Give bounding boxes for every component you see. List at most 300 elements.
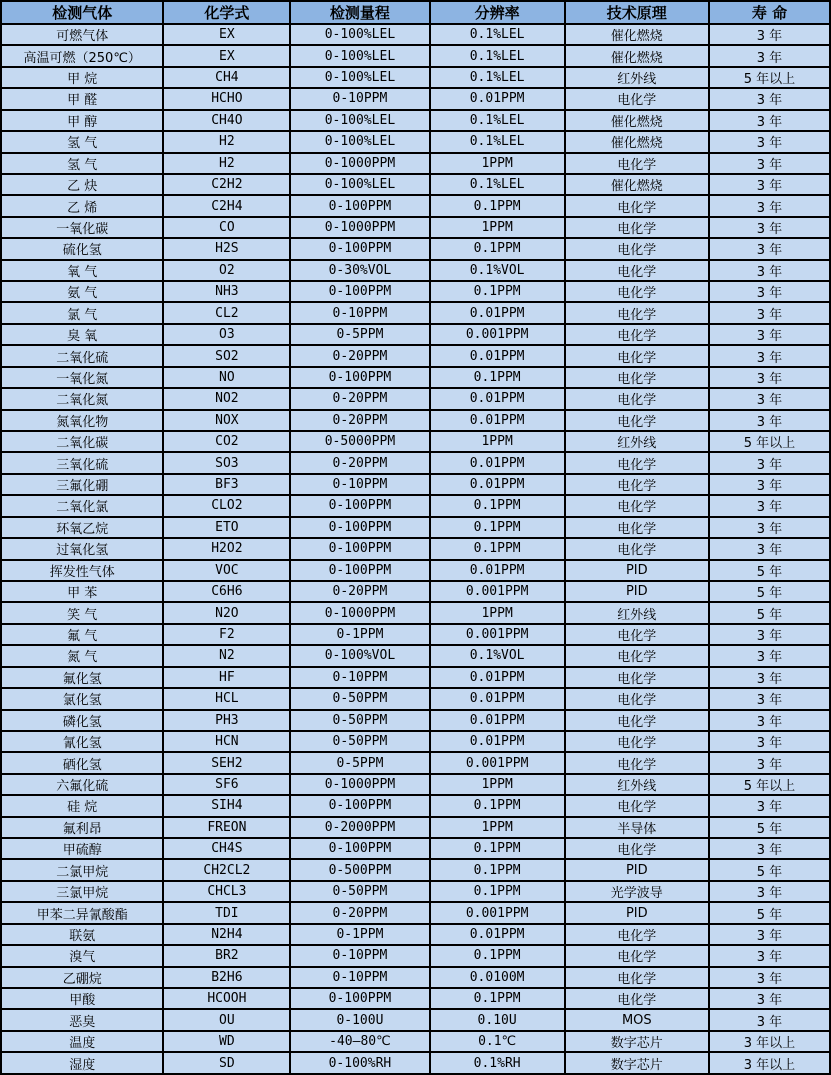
- table-row: [1, 602, 830, 623]
- resolution-cell: 0.001PPM: [430, 902, 565, 923]
- table-row: [1, 645, 830, 666]
- table-row: [1, 452, 830, 473]
- principle-cell: 电化学: [565, 517, 709, 538]
- gas-name-cell: 二氯甲烷: [1, 859, 163, 880]
- gas-name-cell: 氟利昂: [1, 817, 163, 838]
- principle-cell: 电化学: [565, 345, 709, 366]
- gas-name-cell: 三氟化硼: [1, 474, 163, 495]
- formula-cell: CO2: [163, 431, 290, 452]
- principle-cell: 电化学: [565, 388, 709, 409]
- gas-name-cell: 乙 炔: [1, 174, 163, 195]
- table-row: [1, 153, 830, 174]
- resolution-cell: 0.01PPM: [430, 474, 565, 495]
- lifespan-cell: 3 年: [709, 838, 830, 859]
- table-row: [1, 238, 830, 259]
- range-cell: 0-20PPM: [290, 452, 429, 473]
- lifespan-cell: 3 年: [709, 24, 830, 45]
- range-cell: 0-20PPM: [290, 410, 429, 431]
- resolution-cell: 0.1%RH: [430, 1052, 565, 1074]
- principle-cell: 电化学: [565, 324, 709, 345]
- column-header-4: 技术原理: [565, 1, 709, 24]
- lifespan-cell: 3 年: [709, 538, 830, 559]
- gas-name-cell: 氟 气: [1, 624, 163, 645]
- principle-cell: PID: [565, 902, 709, 923]
- formula-cell: CH4S: [163, 838, 290, 859]
- table-row: [1, 817, 830, 838]
- resolution-cell: 1PPM: [430, 153, 565, 174]
- formula-cell: FREON: [163, 817, 290, 838]
- formula-cell: SO3: [163, 452, 290, 473]
- gas-name-cell: 二氧化硫: [1, 345, 163, 366]
- range-cell: 0-20PPM: [290, 581, 429, 602]
- lifespan-cell: 3 年: [709, 410, 830, 431]
- formula-cell: N2O: [163, 602, 290, 623]
- gas-name-cell: 甲硫醇: [1, 838, 163, 859]
- gas-name-cell: 硅 烷: [1, 795, 163, 816]
- range-cell: 0-1PPM: [290, 924, 429, 945]
- column-header-5: 寿 命: [709, 1, 830, 24]
- resolution-cell: 0.1PPM: [430, 988, 565, 1009]
- range-cell: 0-5000PPM: [290, 431, 429, 452]
- principle-cell: 催化燃烧: [565, 110, 709, 131]
- gas-name-cell: 臭 氧: [1, 324, 163, 345]
- table-row: [1, 538, 830, 559]
- table-row: [1, 902, 830, 923]
- formula-cell: EX: [163, 45, 290, 66]
- table-row: [1, 881, 830, 902]
- principle-cell: 电化学: [565, 217, 709, 238]
- gas-name-cell: 氮 气: [1, 645, 163, 666]
- principle-cell: PID: [565, 581, 709, 602]
- table-row: [1, 731, 830, 752]
- gas-name-cell: 笑 气: [1, 602, 163, 623]
- range-cell: 0-1000PPM: [290, 602, 429, 623]
- resolution-cell: 0.001PPM: [430, 624, 565, 645]
- range-cell: 0-50PPM: [290, 731, 429, 752]
- range-cell: 0-500PPM: [290, 859, 429, 880]
- resolution-cell: 1PPM: [430, 431, 565, 452]
- principle-cell: 电化学: [565, 838, 709, 859]
- table-row: [1, 324, 830, 345]
- lifespan-cell: 3 年: [709, 667, 830, 688]
- lifespan-cell: 3 年: [709, 731, 830, 752]
- lifespan-cell: 3 年: [709, 388, 830, 409]
- gas-name-cell: 联氨: [1, 924, 163, 945]
- gas-name-cell: 挥发性气体: [1, 560, 163, 581]
- resolution-cell: 0.1PPM: [430, 945, 565, 966]
- principle-cell: 电化学: [565, 667, 709, 688]
- gas-name-cell: 氯化氢: [1, 688, 163, 709]
- principle-cell: 电化学: [565, 688, 709, 709]
- table-row: [1, 1031, 830, 1052]
- resolution-cell: 0.001PPM: [430, 324, 565, 345]
- lifespan-cell: 3 年: [709, 1009, 830, 1030]
- lifespan-cell: 3 年: [709, 367, 830, 388]
- resolution-cell: 0.1PPM: [430, 881, 565, 902]
- table-row: [1, 67, 830, 88]
- resolution-cell: 0.01PPM: [430, 388, 565, 409]
- table-row: [1, 195, 830, 216]
- lifespan-cell: 3 年: [709, 195, 830, 216]
- formula-cell: SO2: [163, 345, 290, 366]
- table-row: [1, 988, 830, 1009]
- principle-cell: 电化学: [565, 474, 709, 495]
- resolution-cell: 0.001PPM: [430, 581, 565, 602]
- gas-name-cell: 三氧化硫: [1, 452, 163, 473]
- gas-name-cell: 甲苯二异氰酸酯: [1, 902, 163, 923]
- gas-name-cell: 甲 苯: [1, 581, 163, 602]
- formula-cell: N2: [163, 645, 290, 666]
- gas-name-cell: 氧 气: [1, 260, 163, 281]
- formula-cell: H2: [163, 153, 290, 174]
- range-cell: 0-1000PPM: [290, 153, 429, 174]
- lifespan-cell: 3 年: [709, 624, 830, 645]
- table-row: [1, 774, 830, 795]
- gas-name-cell: 氢 气: [1, 131, 163, 152]
- resolution-cell: 0.01PPM: [430, 688, 565, 709]
- table-row: [1, 217, 830, 238]
- gas-name-cell: 氢 气: [1, 153, 163, 174]
- lifespan-cell: 3 年: [709, 302, 830, 323]
- resolution-cell: 0.1PPM: [430, 517, 565, 538]
- principle-cell: 电化学: [565, 988, 709, 1009]
- resolution-cell: 1PPM: [430, 817, 565, 838]
- lifespan-cell: 3 年: [709, 967, 830, 988]
- principle-cell: 催化燃烧: [565, 131, 709, 152]
- table-row: [1, 752, 830, 773]
- range-cell: 0-100PPM: [290, 517, 429, 538]
- gas-name-cell: 氮氧化物: [1, 410, 163, 431]
- resolution-cell: 0.1PPM: [430, 838, 565, 859]
- principle-cell: 光学波导: [565, 881, 709, 902]
- range-cell: 0-100U: [290, 1009, 429, 1030]
- principle-cell: 催化燃烧: [565, 174, 709, 195]
- principle-cell: 电化学: [565, 710, 709, 731]
- formula-cell: HCOOH: [163, 988, 290, 1009]
- formula-cell: EX: [163, 24, 290, 45]
- range-cell: 0-20PPM: [290, 902, 429, 923]
- principle-cell: 电化学: [565, 731, 709, 752]
- principle-cell: 电化学: [565, 281, 709, 302]
- principle-cell: 红外线: [565, 67, 709, 88]
- formula-cell: CO: [163, 217, 290, 238]
- range-cell: 0-100PPM: [290, 281, 429, 302]
- table-row: [1, 495, 830, 516]
- lifespan-cell: 5 年: [709, 581, 830, 602]
- resolution-cell: 0.01PPM: [430, 924, 565, 945]
- table-row: [1, 88, 830, 109]
- range-cell: 0-10PPM: [290, 88, 429, 109]
- gas-name-cell: 二氧化氮: [1, 388, 163, 409]
- formula-cell: HCHO: [163, 88, 290, 109]
- gas-name-cell: 过氧化氢: [1, 538, 163, 559]
- resolution-cell: 0.1%LEL: [430, 110, 565, 131]
- range-cell: 0-50PPM: [290, 881, 429, 902]
- range-cell: 0-1000PPM: [290, 217, 429, 238]
- range-cell: 0-1PPM: [290, 624, 429, 645]
- resolution-cell: 0.01PPM: [430, 345, 565, 366]
- formula-cell: TDI: [163, 902, 290, 923]
- gas-name-cell: 温度: [1, 1031, 163, 1052]
- lifespan-cell: 3 年: [709, 688, 830, 709]
- gas-name-cell: 溴气: [1, 945, 163, 966]
- lifespan-cell: 3 年: [709, 495, 830, 516]
- range-cell: 0-100PPM: [290, 195, 429, 216]
- gas-name-cell: 硒化氢: [1, 752, 163, 773]
- range-cell: 0-5PPM: [290, 324, 429, 345]
- resolution-cell: 0.001PPM: [430, 752, 565, 773]
- lifespan-cell: 3 年: [709, 881, 830, 902]
- formula-cell: C2H4: [163, 195, 290, 216]
- lifespan-cell: 3 年: [709, 752, 830, 773]
- resolution-cell: 0.1%LEL: [430, 131, 565, 152]
- lifespan-cell: 3 年: [709, 110, 830, 131]
- resolution-cell: 0.01PPM: [430, 302, 565, 323]
- range-cell: 0-10PPM: [290, 302, 429, 323]
- principle-cell: 电化学: [565, 945, 709, 966]
- table-row: [1, 624, 830, 645]
- range-cell: 0-10PPM: [290, 945, 429, 966]
- gas-name-cell: 一氧化氮: [1, 367, 163, 388]
- gas-name-cell: 甲酸: [1, 988, 163, 1009]
- resolution-cell: 0.1PPM: [430, 795, 565, 816]
- lifespan-cell: 3 年: [709, 795, 830, 816]
- formula-cell: C2H2: [163, 174, 290, 195]
- range-cell: 0-100PPM: [290, 838, 429, 859]
- column-header-3: 分辨率: [430, 1, 565, 24]
- principle-cell: 红外线: [565, 431, 709, 452]
- gas-name-cell: 环氧乙烷: [1, 517, 163, 538]
- gas-name-cell: 可燃气体: [1, 24, 163, 45]
- table-row: [1, 924, 830, 945]
- lifespan-cell: 5 年: [709, 817, 830, 838]
- range-cell: 0-20PPM: [290, 388, 429, 409]
- gas-name-cell: 湿度: [1, 1052, 163, 1074]
- lifespan-cell: 3 年: [709, 324, 830, 345]
- resolution-cell: 0.1PPM: [430, 538, 565, 559]
- range-cell: 0-100%LEL: [290, 45, 429, 66]
- formula-cell: OU: [163, 1009, 290, 1030]
- gas-name-cell: 甲 烷: [1, 67, 163, 88]
- resolution-cell: 0.1PPM: [430, 367, 565, 388]
- gas-name-cell: 二氧化碳: [1, 431, 163, 452]
- range-cell: 0-100PPM: [290, 988, 429, 1009]
- resolution-cell: 0.1%LEL: [430, 67, 565, 88]
- formula-cell: BF3: [163, 474, 290, 495]
- formula-cell: CL2: [163, 302, 290, 323]
- table-row: [1, 410, 830, 431]
- formula-cell: CH4O: [163, 110, 290, 131]
- range-cell: 0-100%RH: [290, 1052, 429, 1074]
- table-row: [1, 795, 830, 816]
- range-cell: 0-100PPM: [290, 238, 429, 259]
- range-cell: 0-100PPM: [290, 538, 429, 559]
- principle-cell: 电化学: [565, 88, 709, 109]
- lifespan-cell: 3 年以上: [709, 1052, 830, 1074]
- lifespan-cell: 3 年: [709, 988, 830, 1009]
- resolution-cell: 1PPM: [430, 602, 565, 623]
- formula-cell: ETO: [163, 517, 290, 538]
- lifespan-cell: 3 年: [709, 474, 830, 495]
- range-cell: 0-100%LEL: [290, 24, 429, 45]
- formula-cell: CH4: [163, 67, 290, 88]
- lifespan-cell: 3 年: [709, 517, 830, 538]
- principle-cell: PID: [565, 560, 709, 581]
- range-cell: 0-100PPM: [290, 367, 429, 388]
- principle-cell: 电化学: [565, 624, 709, 645]
- formula-cell: NO2: [163, 388, 290, 409]
- principle-cell: 电化学: [565, 495, 709, 516]
- lifespan-cell: 3 年: [709, 281, 830, 302]
- table-row: [1, 174, 830, 195]
- table-row: [1, 1009, 830, 1030]
- lifespan-cell: 5 年: [709, 602, 830, 623]
- formula-cell: H2S: [163, 238, 290, 259]
- gas-name-cell: 磷化氢: [1, 710, 163, 731]
- table-row: [1, 560, 830, 581]
- range-cell: 0-100PPM: [290, 495, 429, 516]
- table-row: [1, 859, 830, 880]
- table-row: [1, 474, 830, 495]
- formula-cell: H2: [163, 131, 290, 152]
- resolution-cell: 0.1%VOL: [430, 645, 565, 666]
- principle-cell: 电化学: [565, 195, 709, 216]
- principle-cell: 电化学: [565, 260, 709, 281]
- formula-cell: N2H4: [163, 924, 290, 945]
- table-row: [1, 667, 830, 688]
- formula-cell: CH2CL2: [163, 859, 290, 880]
- range-cell: 0-100PPM: [290, 795, 429, 816]
- formula-cell: WD: [163, 1031, 290, 1052]
- formula-cell: NO: [163, 367, 290, 388]
- gas-name-cell: 氰化氢: [1, 731, 163, 752]
- range-cell: 0-100%LEL: [290, 67, 429, 88]
- resolution-cell: 0.1PPM: [430, 195, 565, 216]
- column-header-0: 检测气体: [1, 1, 163, 24]
- gas-name-cell: 二氧化氯: [1, 495, 163, 516]
- principle-cell: 催化燃烧: [565, 45, 709, 66]
- gas-name-cell: 氯 气: [1, 302, 163, 323]
- resolution-cell: 0.10U: [430, 1009, 565, 1030]
- resolution-cell: 0.1PPM: [430, 281, 565, 302]
- range-cell: 0-50PPM: [290, 710, 429, 731]
- range-cell: 0-100PPM: [290, 560, 429, 581]
- principle-cell: MOS: [565, 1009, 709, 1030]
- lifespan-cell: 3 年以上: [709, 1031, 830, 1052]
- header-row: [1, 1, 830, 24]
- formula-cell: BR2: [163, 945, 290, 966]
- table-row: [1, 688, 830, 709]
- gas-name-cell: 甲 醇: [1, 110, 163, 131]
- principle-cell: 电化学: [565, 795, 709, 816]
- gas-name-cell: 甲 醛: [1, 88, 163, 109]
- lifespan-cell: 5 年以上: [709, 774, 830, 795]
- lifespan-cell: 3 年: [709, 260, 830, 281]
- table-row: [1, 838, 830, 859]
- range-cell: 0-20PPM: [290, 345, 429, 366]
- formula-cell: H2O2: [163, 538, 290, 559]
- formula-cell: SF6: [163, 774, 290, 795]
- range-cell: -40—80℃: [290, 1031, 429, 1052]
- table-body: [1, 24, 830, 1074]
- column-header-1: 化学式: [163, 1, 290, 24]
- table-row: [1, 110, 830, 131]
- resolution-cell: 0.1PPM: [430, 238, 565, 259]
- table-row: [1, 302, 830, 323]
- principle-cell: 催化燃烧: [565, 24, 709, 45]
- principle-cell: PID: [565, 859, 709, 880]
- principle-cell: 电化学: [565, 924, 709, 945]
- resolution-cell: 0.01PPM: [430, 452, 565, 473]
- range-cell: 0-100%LEL: [290, 131, 429, 152]
- table-row: [1, 45, 830, 66]
- formula-cell: HCL: [163, 688, 290, 709]
- principle-cell: 电化学: [565, 645, 709, 666]
- gas-name-cell: 乙 烯: [1, 195, 163, 216]
- principle-cell: 电化学: [565, 452, 709, 473]
- principle-cell: 电化学: [565, 752, 709, 773]
- lifespan-cell: 3 年: [709, 238, 830, 259]
- table-row: [1, 281, 830, 302]
- resolution-cell: 0.1%LEL: [430, 45, 565, 66]
- lifespan-cell: 3 年: [709, 217, 830, 238]
- resolution-cell: 1PPM: [430, 774, 565, 795]
- table-row: [1, 24, 830, 45]
- lifespan-cell: 3 年: [709, 131, 830, 152]
- lifespan-cell: 3 年: [709, 45, 830, 66]
- formula-cell: NH3: [163, 281, 290, 302]
- principle-cell: 电化学: [565, 153, 709, 174]
- resolution-cell: 0.1%LEL: [430, 24, 565, 45]
- resolution-cell: 0.1%VOL: [430, 260, 565, 281]
- formula-cell: O2: [163, 260, 290, 281]
- principle-cell: 电化学: [565, 238, 709, 259]
- range-cell: 0-100%VOL: [290, 645, 429, 666]
- lifespan-cell: 3 年: [709, 153, 830, 174]
- resolution-cell: 0.1PPM: [430, 495, 565, 516]
- formula-cell: B2H6: [163, 967, 290, 988]
- gas-name-cell: 恶臭: [1, 1009, 163, 1030]
- formula-cell: VOC: [163, 560, 290, 581]
- formula-cell: NOX: [163, 410, 290, 431]
- column-header-2: 检测量程: [290, 1, 429, 24]
- gas-name-cell: 硫化氢: [1, 238, 163, 259]
- resolution-cell: 0.01PPM: [430, 410, 565, 431]
- table-row: [1, 517, 830, 538]
- range-cell: 0-10PPM: [290, 967, 429, 988]
- range-cell: 0-2000PPM: [290, 817, 429, 838]
- principle-cell: 数字芯片: [565, 1031, 709, 1052]
- table-row: [1, 131, 830, 152]
- resolution-cell: 1PPM: [430, 217, 565, 238]
- resolution-cell: 0.01PPM: [430, 560, 565, 581]
- formula-cell: HCN: [163, 731, 290, 752]
- principle-cell: 半导体: [565, 817, 709, 838]
- lifespan-cell: 5 年: [709, 560, 830, 581]
- range-cell: 0-100%LEL: [290, 110, 429, 131]
- table-row: [1, 367, 830, 388]
- gas-name-cell: 三氯甲烷: [1, 881, 163, 902]
- range-cell: 0-10PPM: [290, 474, 429, 495]
- resolution-cell: 0.01PPM: [430, 731, 565, 752]
- lifespan-cell: 5 年以上: [709, 431, 830, 452]
- gas-name-cell: 一氧化碳: [1, 217, 163, 238]
- gas-name-cell: 氟化氢: [1, 667, 163, 688]
- gas-name-cell: 乙硼烷: [1, 967, 163, 988]
- range-cell: 0-10PPM: [290, 667, 429, 688]
- lifespan-cell: 3 年: [709, 645, 830, 666]
- formula-cell: SD: [163, 1052, 290, 1074]
